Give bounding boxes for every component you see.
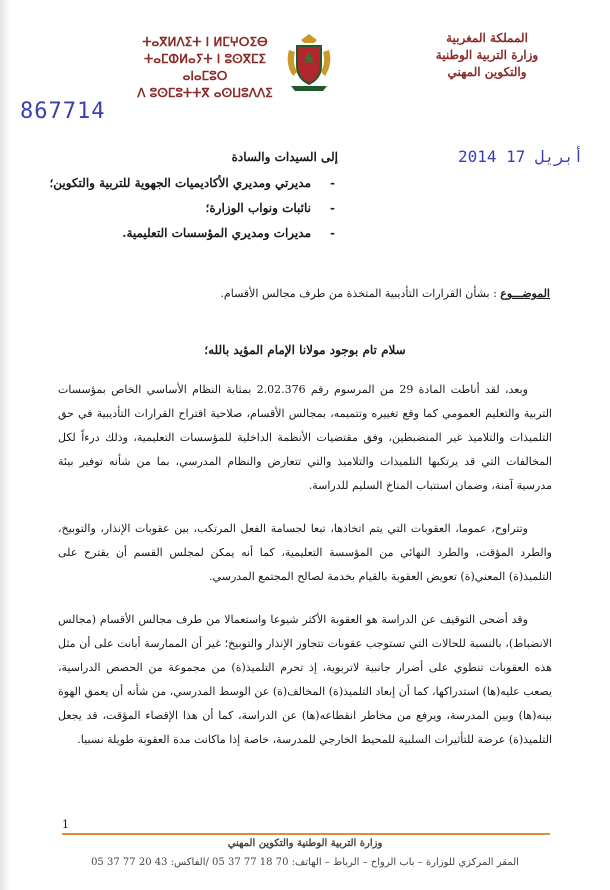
coat-of-arms-emblem [283,32,335,94]
letter-body [58,378,552,771]
scan-edge-shadow [0,0,10,890]
recipients-list [49,176,335,251]
greeting: سلام تام بوجود مولانا الإمام المؤيد بالله؛ [204,343,406,357]
recipient-text: مديرات ومديري المؤسسات التعليمية. [122,226,311,240]
footer-address: المقر المركزي للوزارة – باب الرواح – الرباط – الهاتف: 70 18 77 37 05 /الفاكس: 43 20 77 37 05 [91,857,519,868]
subject-line [220,287,550,300]
ministry-header-tifinagh [130,34,280,102]
header-tifinagh-line: ⴷ ⵓⵙⵎⵓⵜⵜⴳ ⴰⵙⵡⵓⴷⴷⵉ [137,86,273,100]
recipient-item: -نائبات ونواب الوزارة؛ [205,201,335,215]
body-paragraph: وقد أضحى التوقيف عن الدراسة هو العقوبة الأكثر شيوعا واستعمالا من طرف مجالس الأقسام (مجالس الانضباط)، بالنسبة للحالات التي تستوجب عقوبات تتجاوز الإنذار والتوبيخ؛ غير أن الممارسة أبانت على أن مثل هذه العقوبات تنطوي على أضرار جانبية لاتربوية، إذ تحرم التلميذ(ة) من مجموعة من الحصص الدراسية، يصعب عليه(ها) استدراكها، كما أن إبعاد التلميذ(ة) المخالف(ة) عن الوسط المدرسي، من شأنه أن يعمق الهوة بينه(ها) وبين المدرسة، ويرفع من مخاطر انقطاعه(ها) عن الدراسة، كما أن هذا الإقصاء المؤقت، قد يجعل التلميذ(ة) عرضة للتأثيرات السلبية للمحيط الخارجي للمدرسة، خاصة إذا ماكانت مدة العقوبة طويلة نسبيا. [58,613,552,746]
header-tifinagh-line: ⵜⴰⵎⵀⵍⴰⵢⵜ ⵏ ⵓⵙⴳⵎⵉ ⴰⵏⴰⵎⵓⵔ [144,52,266,83]
header-tifinagh-line: ⵜⴰⴳⵍⴷⵉⵜ ⵏ ⵍⵎⵖⵔⵉⴱ [142,35,268,49]
recipient-item: -مديرات ومديري المؤسسات التعليمية. [122,226,335,240]
recipient-text: نائبات ونواب الوزارة؛ [205,201,311,215]
date-stamp: 2014 أبريل 17 [458,147,584,166]
recipient-text: مديرتي ومديري الأكاديميات الجهوية للتربية والتكوين؛ [49,176,311,190]
addressee-heading: إلى السيدات والسادة [231,150,338,164]
body-paragraph: وبعد، لقد أناطت المادة 29 من المرسوم رقم 2.02.376 بمثابة النظام الأساسي الخاص بمؤسسات التربية والتعليم العمومي كما وقع تغييره وتتميمه، بمجالس الأقسام، صلاحية اقتراح القرارات التأديبية في حق التلميذات والتلاميذ غير المنضبطين، وفق مقتضيات الأنظمة الداخلية للمؤسسات التعليمية، وذلك درءاً لكل المخالفات التي قد يرتكبها التلميذات والتلاميذ والتي تتعارض والنظام المدرسي، بما من شأنه توفير بيئة مدرسية آمنة، وضمان استتباب المناخ السليم للدراسة. [58,383,552,492]
page-number: 1 [62,818,69,831]
registration-number-stamp: 867714 [20,99,106,124]
footer-ministry-name: وزارة التربية الوطنية والتكوين المهني [227,838,383,849]
subject-label: الموضـــوع [500,287,550,300]
footer-divider [62,833,550,835]
header-arabic-line: المملكة المغربية [446,31,528,45]
header-arabic-line: وزارة التربية الوطنية [435,48,539,62]
subject-text: : بشأن القرارات التأديبية المتخذة من طرف مجالس الأقسام. [220,287,497,300]
ministry-header-arabic [412,30,562,81]
recipient-item: -مديرتي ومديري الأكاديميات الجهوية للتربية والتكوين؛ [49,176,335,190]
header-arabic-line: والتكوين المهني [447,65,527,79]
body-paragraph: وتتراوح، عموما، العقوبات التي يتم اتخاذها، تبعا لجسامة الفعل المرتكب، بين عقوبات الإنذار، والتوبيخ، والطرد المؤقت، والطرد النهائي من المؤسسة التعليمية، كما أنه يمكن لمجلس القسم أن يقترح على التلميذ(ة) المعني(ة) تعويض العقوبة بالقيام بخدمة لصالح المجتمع المدرسي. [58,522,552,583]
